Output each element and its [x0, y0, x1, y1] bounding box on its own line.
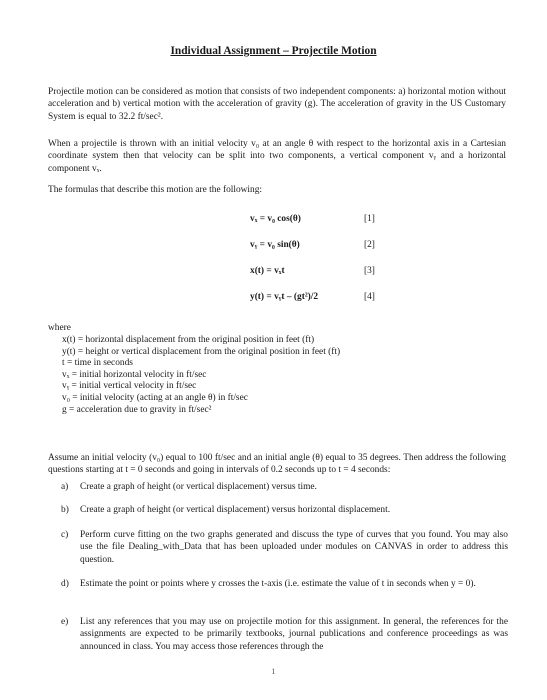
definition-item: y(t) = height or vertical displacement from the original position in feet (ft): [62, 346, 341, 357]
question-text: Perform curve fitting on the two graphs generated and discuss the type of curves that you found. You may also use the file Dealing_with_Data that has been uploaded under modules on CANVAS in order to address this question.: [80, 530, 508, 565]
question-letter: e): [61, 617, 69, 627]
definition-item: t = time in seconds: [62, 358, 133, 369]
formula-number: [3]: [364, 266, 375, 276]
question-letter: c): [61, 530, 69, 540]
formula-row: [0, 291, 547, 305]
definition-item: vₓ = initial horizontal velocity in ft/sec: [62, 369, 207, 380]
intro-paragraph: Projectile motion can be considered as motion that consists of two independent components: a) horizontal motion without acceleration and b) vertical motion with the acceleration of gravity (g). The acceleration of gravity in the US Customary System is equal to 32.2 ft/sec².: [48, 87, 506, 122]
formula-number: [1]: [364, 214, 375, 224]
formula-row: [0, 265, 547, 279]
question-text: Create a graph of height (or vertical displacement) versus time.: [80, 482, 317, 492]
definition-item: x(t) = horizontal displacement from the original position in feet (ft): [62, 335, 315, 345]
formula-number: [4]: [364, 292, 375, 302]
velocity-paragraph: When a projectile is thrown with an initial velocity v₀ at an angle θ with respect to the horizontal axis in a Cartesian coordinate system then that velocity can be split into two components, a vertical component vᵧ and a horizontal component vₓ.: [48, 139, 506, 174]
formula-row: [0, 239, 547, 253]
formula-row: [0, 213, 547, 227]
formula-expression: x(t) = vₓt: [250, 266, 285, 276]
definition-list: [62, 335, 502, 416]
question-letter: b): [61, 505, 69, 515]
question-text: Create a graph of height (or vertical displacement) versus horizontal displacement.: [80, 505, 391, 515]
question-letter: a): [61, 482, 69, 492]
formula-expression: vᵧ = v₀ sin(θ): [250, 240, 300, 250]
formula-number: [2]: [364, 240, 375, 250]
definition-item: g = acceleration due to gravity in ft/sec²: [62, 404, 212, 415]
formula-expression: y(t) = vᵧt – (gt²)/2: [250, 292, 319, 302]
formulas-intro: The formulas that describe this motion are the following:: [48, 185, 263, 195]
assume-paragraph: Assume an initial velocity (v₀) equal to 100 ft/sec and an initial angle (θ) equal to 35 degrees. Then address the following questions starting at t = 0 seconds and going in intervals of 0.2 seconds up to t = 4 seconds:: [48, 453, 506, 476]
page-number: 1: [271, 667, 276, 676]
definition-item: vᵧ = initial vertical velocity in ft/sec: [62, 381, 197, 392]
question-text: List any references that you may use on projectile motion for this assignment. In general, the references for the assignments are expected to be primarily textbooks, journal publications and conference proceedings as was announced in class. You may access those references through the: [80, 617, 508, 652]
where-label: where: [48, 323, 71, 333]
formula-expression: vₓ = v₀ cos(θ): [250, 214, 301, 224]
question-text: Estimate the point or points where y crosses the t-axis (i.e. estimate the value of t in seconds when y = 0).: [80, 579, 476, 589]
definition-item: v₀ = initial velocity (acting at an angle θ) in ft/sec: [62, 392, 248, 403]
question-letter: d): [61, 579, 69, 589]
document-title: Individual Assignment – Projectile Motion: [170, 45, 377, 57]
